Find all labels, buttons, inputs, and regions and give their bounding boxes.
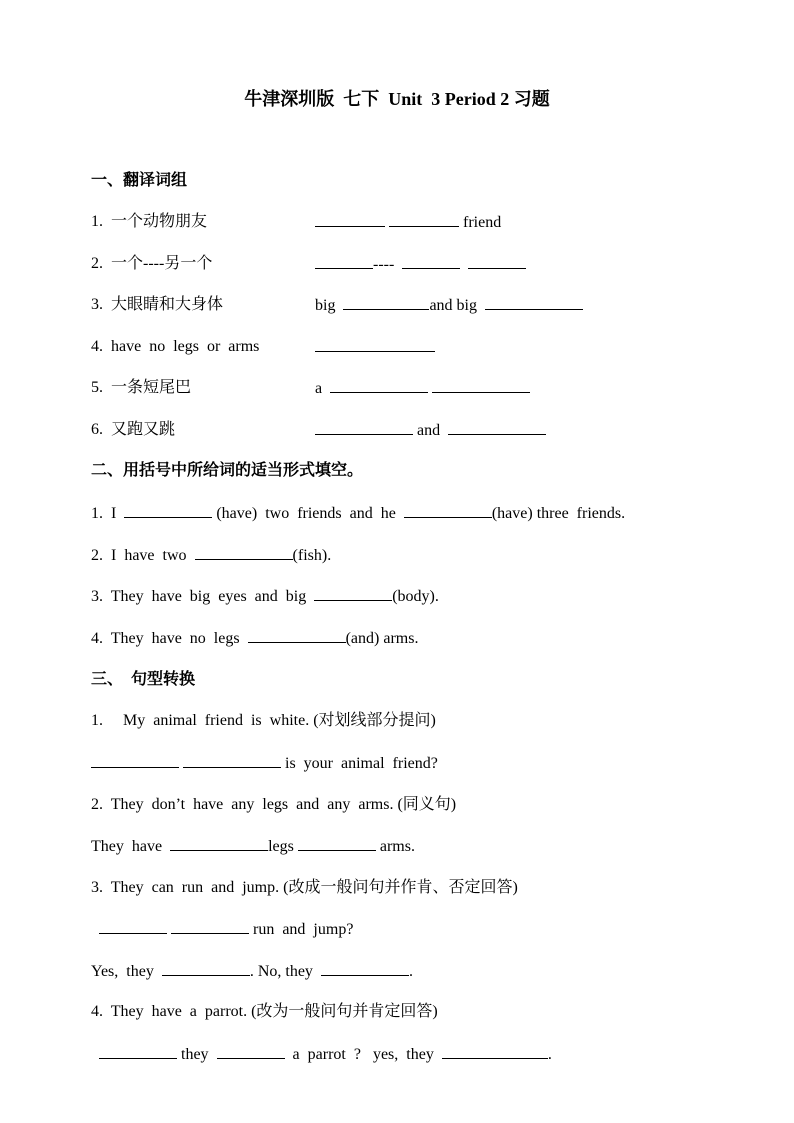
item-text: . (408, 963, 413, 980)
item-text: a parrot ? yes, they (292, 1046, 434, 1063)
item-text: They have no legs (110, 630, 240, 647)
answer-blank[interactable] (402, 254, 460, 269)
page-title: 牛津深圳版 七下 Unit 3 Period 2 习题 (244, 89, 550, 109)
s3-q2-answer (91, 836, 415, 857)
answer-blank[interactable] (315, 337, 435, 352)
answer-blank[interactable] (432, 378, 530, 393)
answer-blank[interactable] (330, 378, 428, 393)
s1-item3-answer (315, 295, 583, 316)
s3-q3-reply (91, 961, 413, 982)
answer-blank[interactable] (468, 254, 526, 269)
answer-blank[interactable] (315, 420, 413, 435)
answer-blank[interactable] (343, 295, 429, 310)
s1-item6-label (91, 420, 175, 440)
item-text: 一条短尾巴 (111, 379, 192, 396)
answer-blank[interactable] (171, 919, 249, 934)
item-number: 3. (91, 588, 103, 605)
s2-item1 (91, 503, 625, 524)
item-text: 又跑又跳 (111, 421, 176, 438)
s1-item1-answer (315, 212, 501, 233)
answer-blank[interactable] (298, 836, 376, 851)
s3-q4-answer (91, 1044, 552, 1065)
item-number: 5. (91, 379, 103, 396)
answer-blank[interactable] (314, 586, 392, 601)
s2-item2 (91, 545, 331, 566)
item-text: legs (268, 838, 294, 855)
s1-item4-label (91, 337, 259, 357)
s1-item4-answer (315, 337, 435, 358)
s3-q1: 1. My animal friend is white. (对划线部分提问) (91, 712, 436, 729)
item-text: Yes, they (91, 963, 154, 980)
answer-blank[interactable] (183, 753, 281, 768)
answer-blank[interactable] (389, 212, 459, 227)
item-text: . (547, 1046, 552, 1063)
item-text: They have big eyes and big (110, 588, 307, 605)
item-text: . No, they (249, 963, 313, 980)
item-text: 一个动物朋友 (111, 213, 208, 230)
item-text: (have) two friends and he (216, 505, 396, 522)
item-number: 4. (91, 630, 103, 647)
answer-blank[interactable] (91, 753, 179, 768)
item-text: (and) arms. (345, 630, 419, 647)
s3-q4: 4. They have a parrot. (改为一般问句并肯定回答) (91, 1003, 438, 1020)
item-text: (have) three friends. (491, 505, 626, 522)
item-number: 2. (91, 547, 103, 564)
answer-text: and (417, 422, 441, 439)
item-number: 6. (91, 421, 103, 438)
s3-q1-answer (91, 753, 438, 774)
item-text: arms. (379, 838, 415, 855)
item-text: run and jump? (253, 921, 354, 938)
item-text: I have two (111, 547, 187, 564)
item-text: I (111, 505, 117, 522)
answer-blank[interactable] (217, 1044, 285, 1059)
answer-blank[interactable] (448, 420, 546, 435)
answer-text: ---- (373, 256, 395, 273)
item-number: 1. (91, 505, 103, 522)
item-text: (body). (392, 588, 439, 605)
item-text: have no legs or arms (111, 338, 260, 355)
section1-heading: 一、翻译词组 (91, 172, 188, 189)
s1-item5-answer (315, 378, 530, 399)
s3-q2: 2. They don’t have any legs and any arms. (同义句) (91, 796, 457, 813)
s1-item6-answer (315, 420, 546, 441)
section2-heading: 二、用括号中所给词的适当形式填空。 (91, 462, 364, 479)
answer-text: friend (463, 214, 502, 231)
answer-blank[interactable] (99, 919, 167, 934)
item-number: 4. (91, 338, 103, 355)
s1-item2-answer (315, 254, 526, 275)
item-text: (fish). (292, 547, 332, 564)
s3-q3: 3. They can run and jump. (改成一般问句并作肯、否定回答) (91, 879, 518, 896)
s3-q3-answer (91, 919, 353, 940)
answer-text: big (315, 297, 336, 314)
section3-heading: 三、 句型转换 (91, 671, 196, 688)
answer-blank[interactable] (248, 628, 346, 643)
item-number: 2. (91, 255, 103, 272)
s1-item2-label (91, 254, 212, 274)
item-text: They have (91, 838, 163, 855)
s1-item3-label (91, 295, 223, 315)
s2-item3 (91, 586, 439, 607)
answer-blank[interactable] (315, 212, 385, 227)
answer-blank[interactable] (404, 503, 492, 518)
item-number: 1. (91, 213, 103, 230)
answer-blank[interactable] (124, 503, 212, 518)
answer-blank[interactable] (315, 254, 373, 269)
answer-blank[interactable] (195, 545, 293, 560)
answer-blank[interactable] (170, 836, 268, 851)
answer-blank[interactable] (442, 1044, 548, 1059)
item-text: they (181, 1046, 209, 1063)
item-text: 大眼睛和大身体 (111, 296, 224, 313)
answer-blank[interactable] (162, 961, 250, 976)
answer-text: and big (429, 297, 477, 314)
answer-blank[interactable] (99, 1044, 177, 1059)
item-number: 3. (91, 296, 103, 313)
answer-blank[interactable] (321, 961, 409, 976)
s2-item4 (91, 628, 418, 649)
s1-item1-label (91, 212, 207, 232)
answer-blank[interactable] (485, 295, 583, 310)
item-text: 一个----另一个 (111, 255, 213, 272)
item-text: is your animal friend? (285, 755, 438, 772)
answer-text: a (315, 380, 323, 397)
s1-item5-label (91, 378, 191, 398)
